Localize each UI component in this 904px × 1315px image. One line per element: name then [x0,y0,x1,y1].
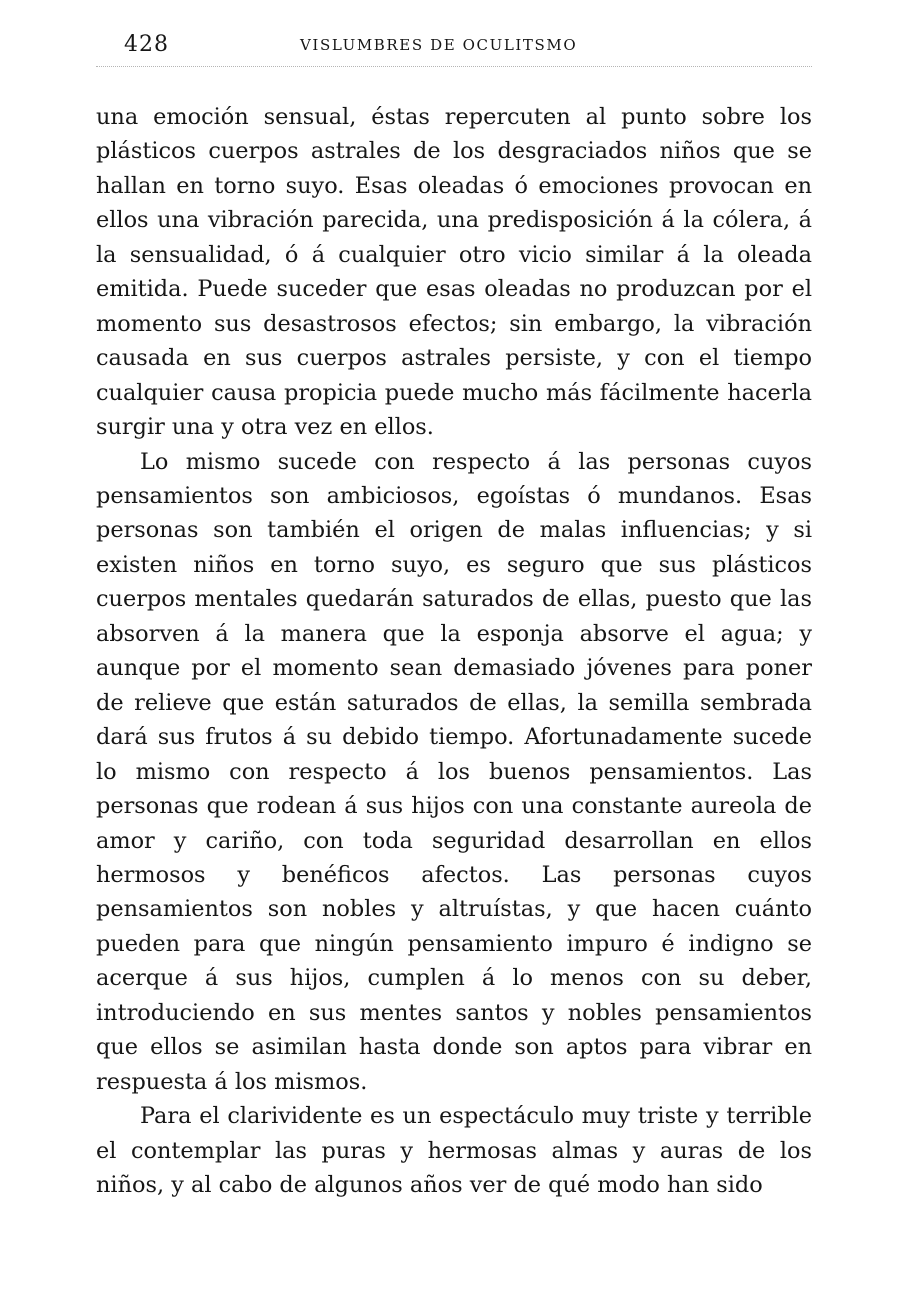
page-header [96,30,812,70]
page-number: 428 [124,32,169,57]
paragraph-2: Lo mismo sucede con respecto á las personas cuyos pensamientos son ambiciosos, egoístas ó mundanos. Esas personas son también el origen de malas influencias; y si existen niños en torno suyo, es seguro que sus plásticos cuerpos mentales quedarán saturados de ellas, puesto que las absorven á la manera que la esponja absorve el agua; y aunque por el momento sean demasiado jóvenes para poner de relieve que están saturados de ellas, la semilla sembrada dará sus frutos á su debido tiempo. Afortunadamente sucede lo mismo con respecto á los buenos pensamientos. Las personas que rodean á sus hijos con una constante aureola de amor y cariño, con toda seguridad desarrollan en ellos hermosos y benéficos afectos. Las personas cuyos pensamientos son nobles y altruístas, y que hacen cuánto pueden para que ningún pensamiento impuro é indigno se acerque á sus hijos, cumplen á lo menos con su deber, introduciendo en sus mentes santos y nobles pensamientos que ellos se asimilan hasta donde son aptos para vibrar en respuesta á los mismos. [96,448,812,1095]
paragraph-1: una emoción sensual, éstas repercuten al punto sobre los plásticos cuerpos astrales de los desgraciados niños que se hallan en torno suyo. Esas oleadas ó emociones provocan en ellos una vibración parecida, una predisposición á la cólera, á la sensualidad, ó á cualquier otro vicio similar á la oleada emitida. Puede suceder que esas oleadas no produzcan por el momento sus desastrosos efectos; sin embargo, la vibración causada en sus cuerpos astrales persiste, y con el tiempo cualquier causa propicia puede mucho más fácilmente hacerla surgir una y otra vez en ellos. [96,104,812,441]
body-text [96,100,812,1203]
paragraph-3: Para el clarividente es un espectáculo muy triste y terrible el contemplar las puras y hermosas almas y auras de los niños, y al cabo de algunos años ver de qué modo han sido [96,1103,812,1199]
running-title: VISLUMBRES DE OCULITSMO [300,36,578,54]
header-rule [96,66,812,67]
